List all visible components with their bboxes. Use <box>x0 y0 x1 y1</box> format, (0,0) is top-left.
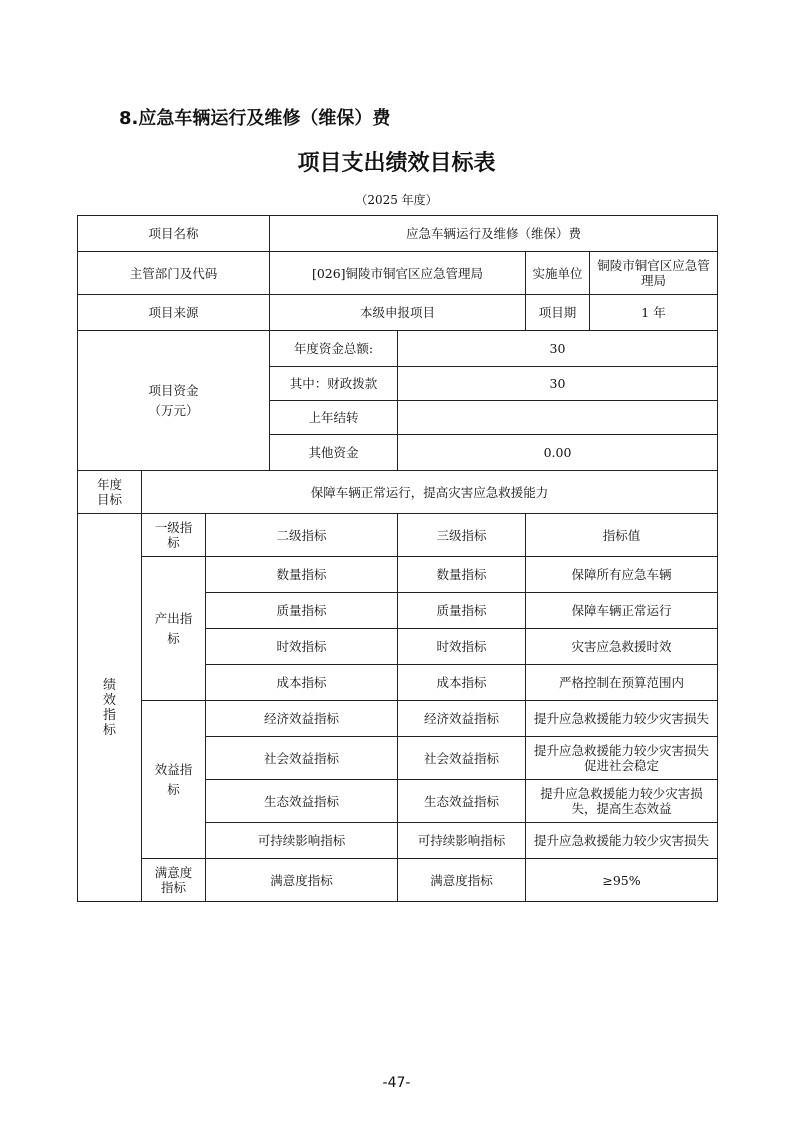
period-label: 项目期 <box>526 295 590 331</box>
section-heading: 8.应急车辆运行及维修（维保）费 <box>119 108 391 129</box>
table-row-value: 提升应急救援能力较少灾害损失 <box>526 823 718 859</box>
table-row-value: 提升应急救援能力较少灾害损失 <box>526 701 718 737</box>
table-row-l3: 质量指标 <box>398 593 526 629</box>
page-number: -47- <box>382 1075 411 1091</box>
source-label: 项目来源 <box>78 295 270 331</box>
other-value: 0.00 <box>398 435 718 471</box>
carryover-label: 上年结转 <box>270 401 398 435</box>
header-level2: 二级指标 <box>206 514 398 557</box>
table-row-l3: 数量指标 <box>398 557 526 593</box>
benefit-indicator-label: 效益指标 <box>142 701 206 859</box>
table-row-l3: 生态效益指标 <box>398 780 526 823</box>
table-row-l2: 满意度指标 <box>206 859 398 902</box>
impl-label: 实施单位 <box>526 252 590 295</box>
table-row-value: 严格控制在预算范围内 <box>526 665 718 701</box>
table-row-value: 提升应急救援能力较少灾害损失促进社会稳定 <box>526 737 718 780</box>
table-row-value: 灾害应急救援时效 <box>526 629 718 665</box>
project-name-label: 项目名称 <box>78 216 270 252</box>
table-title: 项目支出绩效目标表 <box>297 151 496 176</box>
table-row-l2: 成本指标 <box>206 665 398 701</box>
total-value: 30 <box>398 331 718 367</box>
carryover-value <box>398 401 718 435</box>
indicators-group-label: 绩效指标 <box>78 514 142 902</box>
table-row-value: 保障所有应急车辆 <box>526 557 718 593</box>
header-value: 指标值 <box>526 514 718 557</box>
dept-value: [026]铜陵市铜官区应急管理局 <box>270 252 526 295</box>
table-row-l3: 社会效益指标 <box>398 737 526 780</box>
source-value: 本级申报项目 <box>270 295 526 331</box>
header-level3: 三级指标 <box>398 514 526 557</box>
header-level1: 一级指标 <box>142 514 206 557</box>
output-indicator-label: 产出指标 <box>142 557 206 701</box>
total-label: 年度资金总额: <box>270 331 398 367</box>
fiscal-label: 其中：财政拨款 <box>270 367 398 401</box>
year-note: （2025 年度） <box>355 193 438 207</box>
project-name-value: 应急车辆运行及维修（维保）费 <box>270 216 718 252</box>
table-row-value: ≥95% <box>526 859 718 902</box>
table-row-l3: 成本指标 <box>398 665 526 701</box>
table-row-l3: 时效指标 <box>398 629 526 665</box>
table-row-l2: 可持续影响指标 <box>206 823 398 859</box>
other-label: 其他资金 <box>270 435 398 471</box>
table-row-value: 提升应急救援能力较少灾害损失，提高生态效益 <box>526 780 718 823</box>
table-row-value: 保障车辆正常运行 <box>526 593 718 629</box>
period-value: 1 年 <box>590 295 718 331</box>
goal-label: 年度目标 <box>78 471 142 514</box>
satisfaction-indicator-label: 满意度指标 <box>142 859 206 902</box>
performance-target-table <box>77 215 718 902</box>
impl-value: 铜陵市铜官区应急管理局 <box>590 252 718 295</box>
dept-label: 主管部门及代码 <box>78 252 270 295</box>
table-row-l3: 经济效益指标 <box>398 701 526 737</box>
table-row-l2: 社会效益指标 <box>206 737 398 780</box>
fiscal-value: 30 <box>398 367 718 401</box>
table-row-l3: 可持续影响指标 <box>398 823 526 859</box>
table-row-l2: 质量指标 <box>206 593 398 629</box>
goal-value: 保障车辆正常运行，提高灾害应急救援能力 <box>142 471 718 514</box>
table-row-l2: 生态效益指标 <box>206 780 398 823</box>
table-row-l2: 数量指标 <box>206 557 398 593</box>
table-row-l2: 经济效益指标 <box>206 701 398 737</box>
funds-label: 项目资金（万元） <box>78 331 270 471</box>
table-row-l2: 时效指标 <box>206 629 398 665</box>
table-row-l3: 满意度指标 <box>398 859 526 902</box>
